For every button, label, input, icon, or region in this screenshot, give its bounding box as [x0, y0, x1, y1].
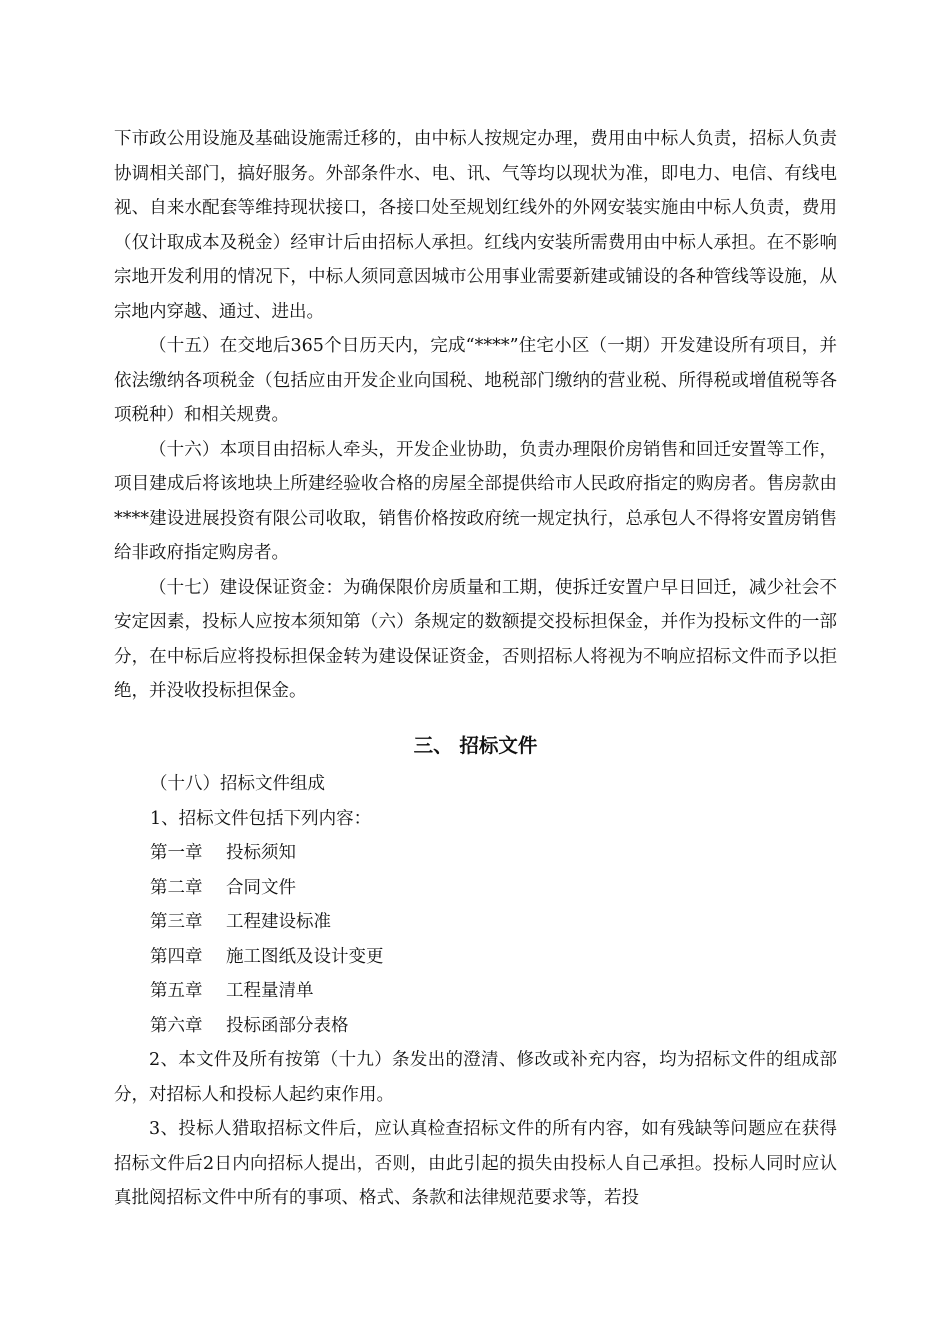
- chapter-item: [114, 974, 837, 1009]
- list-intro-item-18: （十八）招标文件组成: [150, 774, 325, 794]
- chapter-item: [114, 871, 837, 906]
- chapter-title: 工程建设标准: [226, 912, 331, 932]
- chapter-item: [114, 940, 837, 975]
- chapter-item: [114, 1009, 837, 1044]
- chapter-label: 第六章: [150, 1015, 203, 1036]
- chapter-label: 第一章: [150, 843, 203, 863]
- chapter-item: [114, 836, 837, 871]
- chapter-title: 工程量清单: [226, 981, 314, 1001]
- chapter-item: [114, 905, 837, 940]
- chapter-list: [114, 836, 837, 1043]
- chapter-label: 第五章: [150, 981, 203, 1001]
- paragraph-item-3: 3、投标人猎取招标文件后，应认真检查招标文件的所有内容，如有残缺等问题应在获得招标文件后2日内向招标人提出，否则，由此引起的损失由投标人自己承担。投标人同时应认真批阅招标文件中所有的事项、格式、条款和法律规范要求等，若投: [114, 1119, 837, 1208]
- chapter-title: 施工图纸及设计变更: [226, 946, 384, 967]
- paragraph-item-16: （十六）本项目由招标人牵头，开发企业协助，负责办理限价房销售和回迁安置等工作，项目建成后将该地块上所建经验收合格的房屋全部提供给市人民政府指定的购房者。售房款由****建设进展投资有限公司收取，销售价格按政府统一规定执行，总承包人不得将安置房销售给非政府指定购房者。: [114, 439, 837, 563]
- chapter-label: 第二章: [150, 877, 203, 898]
- paragraph-item-15: （十五）在交地后365个日历天内，完成“****”住宅小区（一期）开发建设所有项目，并依法缴纳各项税金（包括应由开发企业向国税、地税部门缴纳的营业税、所得税或增值税等各项税种）和相关规费。: [114, 336, 837, 425]
- list-intro-contents: 1、招标文件包括下列内容：: [150, 808, 372, 829]
- paragraph-item-17: （十七）建设保证资金：为确保限价房质量和工期，使拆迁安置户早日回迁，减少社会不安定因素，投标人应按本须知第（六）条规定的数额提交投标担保金，并作为投标文件的一部分，在中标后应将投标担保金转为建设保证资金，否则招标人将视为不响应招标文件而予以拒绝，并没收投标担保金。: [114, 577, 837, 701]
- chapter-label: 第四章: [150, 946, 203, 967]
- chapter-title: 投标须知: [226, 843, 296, 863]
- document-body: [114, 122, 837, 1216]
- chapter-title: 合同文件: [226, 877, 296, 898]
- paragraph-continuation: 下市政公用设施及基础设施需迁移的，由中标人按规定办理，费用由中标人负责，招标人负责协调相关部门，搞好服务。外部条件水、电、讯、气等均以现状为准，即电力、电信、有线电视、自来水配套等维持现状接口，各接口处至规划红线外的外网安装实施由中标人负责，费用（仅计取成本及税金）经审计后由招标人承担。红线内安装所需费用由中标人承担。在不影响宗地开发利用的情况下，中标人须同意因城市公用事业需要新建或铺设的各种管线等设施，从宗地内穿越、通过、进出。: [114, 129, 837, 322]
- chapter-title: 投标函部分表格: [226, 1015, 349, 1036]
- chapter-label: 第三章: [150, 912, 203, 932]
- section-heading: 三、 招标文件: [413, 733, 538, 757]
- paragraph-item-2: 2、本文件及所有按第（十九）条发出的澄清、修改或补充内容，均为招标文件的组成部分，对招标人和投标人起约束作用。: [114, 1050, 837, 1105]
